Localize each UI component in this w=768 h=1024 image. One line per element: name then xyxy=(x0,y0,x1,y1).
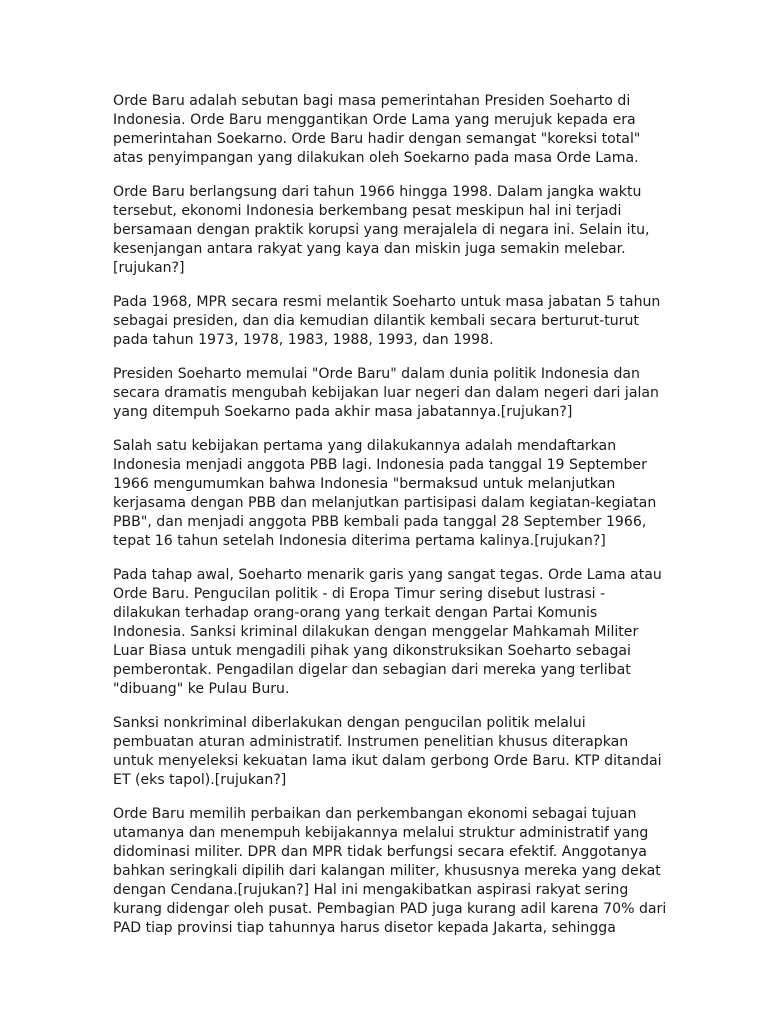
paragraph-4: Presiden Soeharto memulai "Orde Baru" dalam dunia politik Indonesia dan secara dramatis mengubah kebijakan luar negeri dan dalam negeri dari jalan yang ditempuh Soekarno pada akhir masa jabatannya.[rujukan?] xyxy=(113,366,659,420)
document-body xyxy=(113,92,673,953)
paragraph-7: Sanksi nonkriminal diberlakukan dengan pengucilan politik melalui pembuatan aturan administratif. Instrumen penelitian khusus diterapkan untuk menyeleksi kekuatan lama ikut dalam gerbong Orde Baru. KTP ditandai ET (eks tapol).[rujukan?] xyxy=(113,715,662,788)
paragraph-8: Orde Baru memilih perbaikan dan perkembangan ekonomi sebagai tujuan utamanya dan menempuh kebijakannya melalui struktur administratif yang didominasi militer. DPR dan MPR tidak berfungsi secara efektif. Anggotanya bahkan seringkali dipilih dari kalangan militer, khususnya mereka yang dekat dengan Cendana.[rujukan?] Hal ini mengakibatkan aspirasi rakyat sering kurang didengar oleh pusat. Pembagian PAD juga kurang adil karena 70% dari PAD tiap provinsi tiap tahunnya harus disetor kepada Jakarta, sehingga xyxy=(113,806,667,936)
paragraph-2: Orde Baru berlangsung dari tahun 1966 hingga 1998. Dalam jangka waktu tersebut, ekonomi Indonesia berkembang pesat meskipun hal ini terjadi bersamaan dengan praktik korupsi yang merajalela di negara ini. Selain itu, kesenjangan antara rakyat yang kaya dan miskin juga semakin melebar. [rujukan?] xyxy=(113,184,650,276)
paragraph-1: Orde Baru adalah sebutan bagi masa pemerintahan Presiden Soeharto di Indonesia. Orde Baru menggantikan Orde Lama yang merujuk kepada era pemerintahan Soekarno. Orde Baru hadir dengan semangat "koreksi total" atas penyimpangan yang dilakukan oleh Soekarno pada masa Orde Lama. xyxy=(113,93,641,166)
paragraph-6: Pada tahap awal, Soeharto menarik garis yang sangat tegas. Orde Lama atau Orde Baru. Pengucilan politik - di Eropa Timur sering disebut lustrasi - dilakukan terhadap orang-orang yang terkait dengan Partai Komunis Indonesia. Sanksi kriminal dilakukan dengan menggelar Mahkamah Militer Luar Biasa untuk mengadili pihak yang dikonstruksikan Soeharto sebagai pemberontak. Pengadilan digelar dan sebagian dari mereka yang terlibat "dibuang" ke Pulau Buru. xyxy=(113,567,662,697)
paragraph-5: Salah satu kebijakan pertama yang dilakukannya adalah mendaftarkan Indonesia menjadi anggota PBB lagi. Indonesia pada tanggal 19 September 1966 mengumumkan bahwa Indonesia "bermaksud untuk melanjutkan kerjasama dengan PBB dan melanjutkan partisipasi dalam kegiatan-kegiatan PBB", dan menjadi anggota PBB kembali pada tanggal 28 September 1966, tepat 16 tahun setelah Indonesia diterima pertama kalinya.[rujukan?] xyxy=(113,438,657,549)
paragraph-3: Pada 1968, MPR secara resmi melantik Soeharto untuk masa jabatan 5 tahun sebagai presiden, dan dia kemudian dilantik kembali secara berturut-turut pada tahun 1973, 1978, 1983, 1988, 1993, dan 1998. xyxy=(113,294,661,348)
